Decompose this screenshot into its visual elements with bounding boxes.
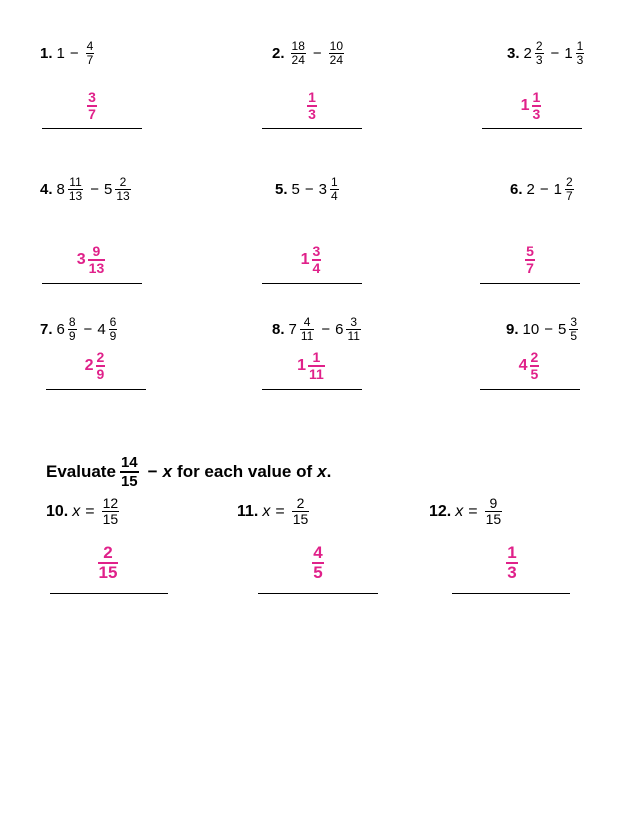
answer-fraction [532, 90, 542, 122]
answer-whole: 1 [300, 251, 310, 268]
problem-2 [272, 40, 346, 67]
denominator: 15 [120, 473, 138, 490]
problem-number: 1. [40, 45, 53, 62]
problem-number: 7. [40, 321, 53, 338]
denominator: 11 [309, 366, 324, 382]
numerator: 10 [329, 39, 343, 53]
problem-12 [429, 496, 504, 527]
numerator: 3 [312, 243, 321, 259]
answer-fraction [87, 90, 97, 122]
problem-number: 2. [272, 45, 285, 62]
numerator: 8 [68, 315, 76, 329]
value-fraction [292, 496, 310, 527]
answer-5 [262, 244, 362, 276]
answer-11 [268, 544, 368, 582]
denominator: 7 [86, 53, 94, 67]
minus-sign: − [90, 181, 99, 198]
answer-line [262, 389, 362, 390]
answer-line [50, 593, 168, 594]
operand-fraction [576, 40, 585, 67]
operand-whole: 6 [335, 321, 344, 338]
operand-whole: 3 [318, 181, 327, 198]
problem-3 [507, 40, 586, 67]
value-fraction [102, 496, 120, 527]
instruction-fraction [120, 454, 139, 490]
numerator: 14 [120, 454, 138, 471]
problem-number: 3. [507, 45, 520, 62]
answer-fraction [312, 544, 323, 582]
variable-x: x [262, 502, 271, 520]
operand-fraction [300, 316, 314, 343]
denominator: 11 [300, 329, 314, 343]
answer-fraction [525, 244, 535, 276]
variable-x: x [72, 502, 81, 520]
denominator: 5 [530, 366, 539, 382]
operand-fraction [346, 316, 360, 343]
denominator: 9 [109, 329, 117, 343]
problem-8 [272, 316, 363, 343]
answer-3 [482, 90, 582, 122]
operand-whole: 4 [97, 321, 106, 338]
answer-8 [262, 350, 362, 382]
problem-number: 6. [510, 181, 523, 198]
problem-1 [40, 40, 96, 67]
answer-fraction [530, 350, 540, 382]
denominator: 3 [308, 106, 316, 122]
numerator: 1 [532, 89, 541, 105]
answer-line [42, 283, 142, 284]
answer-whole: 1 [520, 97, 530, 114]
denominator: 5 [570, 329, 577, 343]
minus-sign: − [69, 45, 79, 62]
variable-x: x [162, 462, 173, 481]
denominator: 3 [507, 563, 517, 582]
operand-whole: 8 [56, 181, 65, 198]
numerator: 5 [526, 243, 534, 259]
problem-11 [237, 496, 311, 527]
problem-number: 10. [46, 502, 69, 520]
answer-10 [58, 544, 158, 582]
denominator: 3 [532, 106, 541, 122]
numerator: 2 [103, 543, 113, 562]
denominator: 4 [312, 260, 321, 276]
answer-fraction [506, 544, 517, 582]
equals-sign: = [85, 502, 95, 520]
answer-line [480, 283, 580, 284]
variable-x: x [317, 462, 327, 481]
answer-line [482, 128, 582, 129]
answer-whole: 3 [76, 251, 86, 268]
operand-fraction [569, 316, 578, 343]
answer-whole: 2 [84, 357, 94, 374]
equals-sign: = [275, 502, 285, 520]
answer-2 [262, 90, 362, 122]
operand-whole: 7 [288, 321, 297, 338]
instruction [46, 454, 331, 490]
operand-whole: 5 [291, 181, 300, 198]
answer-6 [480, 244, 580, 276]
problem-number: 8. [272, 321, 285, 338]
instruction-prefix: Evaluate [46, 462, 116, 481]
numerator: 11 [69, 175, 82, 189]
numerator: 2 [530, 349, 539, 365]
problem-7 [40, 316, 119, 343]
answer-line [262, 128, 362, 129]
denominator: 7 [526, 260, 534, 276]
denominator: 24 [291, 53, 305, 67]
operand-whole: 10 [522, 321, 540, 338]
numerator: 1 [507, 543, 517, 562]
numerator: 4 [303, 315, 311, 329]
operand-whole: 1 [564, 45, 573, 62]
problem-9 [506, 316, 580, 343]
problem-number: 4. [40, 181, 53, 198]
operand-fraction [291, 40, 306, 67]
operand-fraction [68, 316, 77, 343]
problem-number: 12. [429, 502, 452, 520]
answer-fraction [98, 544, 119, 582]
denominator: 13 [88, 260, 105, 276]
answer-line [42, 128, 142, 129]
answer-line [480, 389, 580, 390]
operand-whole: 1 [56, 45, 65, 62]
numerator: 18 [291, 39, 305, 53]
minus-sign: − [321, 321, 331, 338]
numerator: 3 [350, 315, 358, 329]
answer-whole: 1 [297, 357, 307, 374]
operand-fraction [329, 40, 344, 67]
minus-sign: − [304, 181, 314, 198]
operand-whole: 2 [523, 45, 532, 62]
operand-whole: 6 [56, 321, 65, 338]
instruction-suffix: for each value of [177, 462, 313, 481]
operand-whole: 5 [557, 321, 567, 338]
operand-whole: 5 [103, 181, 113, 198]
denominator: 3 [576, 53, 584, 67]
value-fraction [485, 496, 503, 527]
numerator: 2 [119, 175, 127, 189]
minus-sign: − [83, 321, 93, 338]
numerator: 2 [565, 175, 573, 189]
operand-fraction [115, 176, 130, 203]
numerator: 3 [570, 315, 577, 329]
denominator: 13 [116, 189, 130, 203]
operand-fraction [330, 176, 339, 203]
answer-fraction [312, 244, 322, 276]
denominator: 3 [535, 53, 543, 67]
denominator: 15 [292, 511, 309, 527]
operand-fraction [535, 40, 544, 67]
operand-whole: 2 [526, 181, 535, 198]
denominator: 15 [102, 511, 119, 527]
denominator: 9 [68, 329, 76, 343]
answer-12 [462, 544, 562, 582]
numerator: 9 [489, 495, 498, 511]
problem-4 [40, 176, 133, 203]
numerator: 4 [313, 543, 323, 562]
numerator: 1 [312, 349, 321, 365]
problem-10 [46, 496, 121, 527]
answer-whole: 4 [518, 357, 528, 374]
problem-number: 5. [275, 181, 288, 198]
answer-7 [46, 350, 146, 382]
answer-fraction [307, 90, 317, 122]
operand-fraction [86, 40, 95, 67]
numerator: 12 [102, 495, 119, 511]
answer-line [452, 593, 570, 594]
minus-sign: − [550, 45, 560, 62]
denominator: 13 [68, 189, 83, 203]
problem-number: 9. [506, 321, 519, 338]
operand-fraction [565, 176, 574, 203]
denominator: 4 [330, 189, 338, 203]
answer-9 [480, 350, 580, 382]
equals-sign: = [468, 502, 478, 520]
numerator: 9 [92, 243, 101, 259]
answer-1 [42, 90, 142, 122]
numerator: 2 [296, 495, 305, 511]
denominator: 15 [485, 511, 502, 527]
minus-sign: − [147, 462, 158, 481]
numerator: 6 [109, 315, 117, 329]
numerator: 1 [308, 89, 316, 105]
problem-number: 11. [237, 502, 259, 520]
minus-sign: − [544, 321, 553, 338]
denominator: 15 [98, 563, 118, 582]
answer-line [262, 283, 362, 284]
denominator: 11 [347, 329, 360, 343]
operand-whole: 1 [553, 181, 562, 198]
numerator: 1 [330, 175, 338, 189]
operand-fraction [109, 316, 118, 343]
numerator: 2 [96, 349, 105, 365]
denominator: 9 [96, 366, 105, 382]
numerator: 4 [86, 39, 94, 53]
problem-6 [510, 176, 576, 203]
answer-4 [42, 244, 142, 276]
denominator: 7 [88, 106, 96, 122]
answer-line [258, 593, 378, 594]
numerator: 1 [576, 39, 584, 53]
instruction-period: . [326, 462, 332, 481]
answer-fraction [308, 350, 325, 382]
answer-fraction [96, 350, 106, 382]
problem-5 [275, 176, 341, 203]
variable-x: x [455, 502, 464, 520]
answer-line [46, 389, 146, 390]
minus-sign: − [312, 45, 322, 62]
numerator: 3 [88, 89, 96, 105]
denominator: 5 [313, 563, 323, 582]
minus-sign: − [539, 181, 549, 198]
numerator: 2 [535, 39, 543, 53]
denominator: 7 [565, 189, 573, 203]
answer-fraction [88, 244, 106, 276]
operand-fraction [68, 176, 83, 203]
denominator: 24 [329, 53, 343, 67]
